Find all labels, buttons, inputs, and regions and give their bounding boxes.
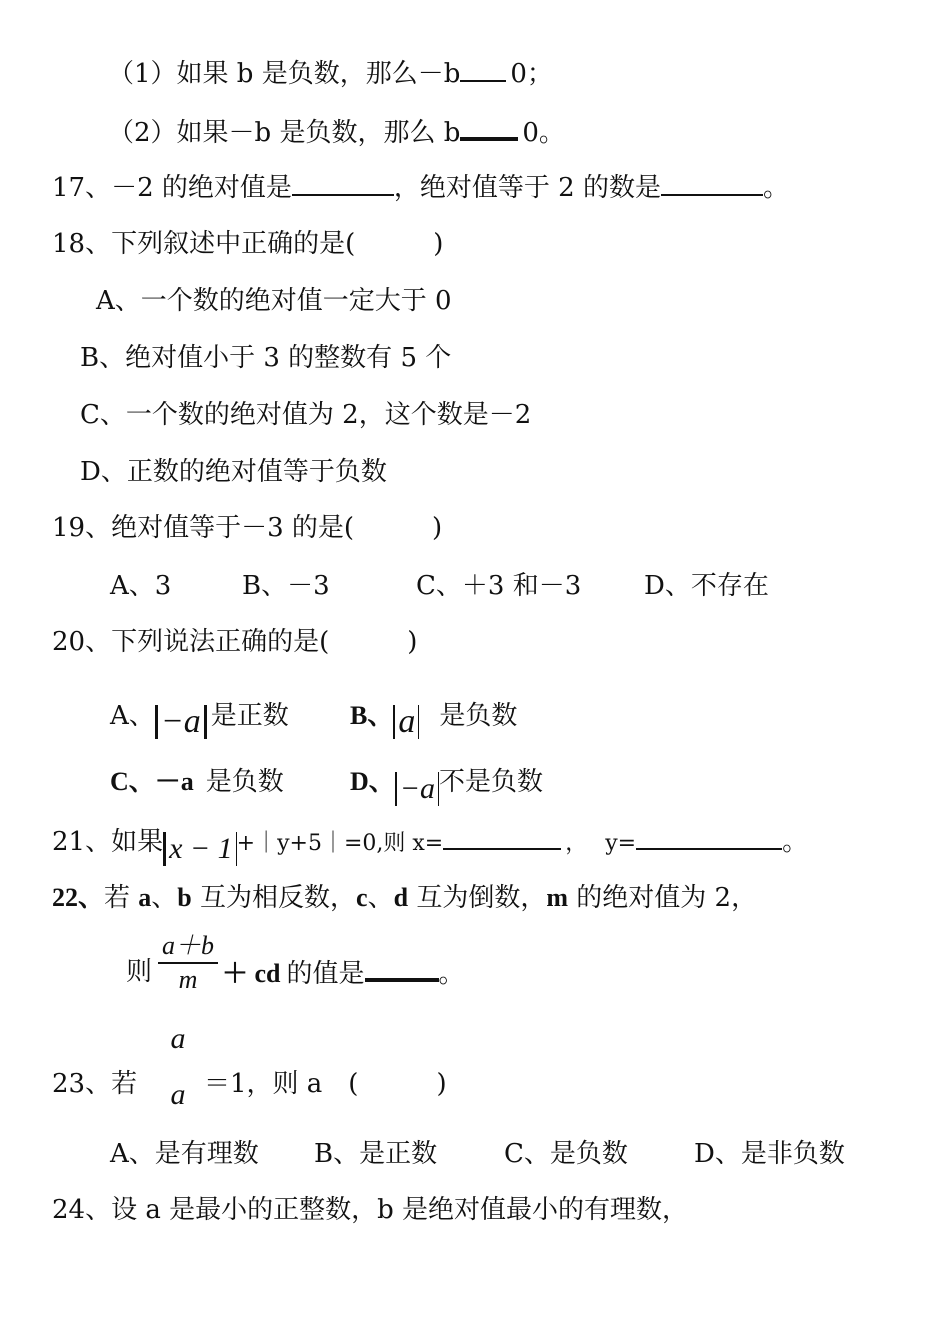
q18-stem: 18、下列叙述中正确的是( ) [52,229,444,259]
abs-neg-a: −a [155,705,207,739]
q23-prefix: 23、若 [52,1069,138,1099]
q23-frac-numerator: a [170,1022,186,1055]
q18-option-b[interactable]: B、绝对值小于 3 的整数有 5 个 [80,343,452,373]
q19-option-c[interactable]: C、＋3 和－3 [416,571,582,601]
q21-x-blank[interactable] [443,822,561,850]
q20-option-a[interactable]: A、 −a 是正数 [110,701,289,740]
q20-stem: 20、下列说法正确的是( ) [52,627,418,657]
abs-x-minus-1: x − 1 [163,832,237,866]
q22-value: ＋ cd 的值是 。 [222,952,465,994]
q19-option-d[interactable]: D、不存在 [644,571,769,601]
q23-option-c[interactable]: C、是负数 [504,1139,628,1169]
q23-rest: ＝1，则 a ( ) [204,1069,447,1099]
q16-sub2-blank[interactable] [460,111,518,141]
q22: 22、若 a、b 互为相反数，c、d 互为倒数，m 的绝对值为 2， [52,883,758,913]
q22-then: 则 [126,957,153,987]
q17-blank-2[interactable] [661,168,763,196]
q21: 21、如果 x − 1 +｜y+5｜=0,则 x= ， y= 。 [52,822,808,866]
q22-fraction [156,930,220,996]
abs-neg-a-d: −a [395,772,439,806]
q19-stem: 19、绝对值等于－3 的是( ) [52,513,443,543]
q20-option-d[interactable]: D、 −a 不是负数 [350,767,544,805]
q20-option-c[interactable]: C、－a 是负数 [110,767,284,797]
q20-option-b[interactable]: B、 a 是负数 [350,701,518,740]
q23-option-b[interactable]: B、是正数 [314,1139,438,1169]
q17: 17、－2 的绝对值是 ，绝对值等于 2 的数是 。 [52,168,789,208]
q16-sub1: （1）如果 b 是负数，那么－b 0； [108,54,553,94]
q19-option-b[interactable]: B、－3 [242,571,330,601]
abs-a: a [393,705,419,739]
q19-option-a[interactable]: A、3 [110,571,172,601]
q22-frac-denominator: m [178,965,198,994]
q17-blank-1[interactable] [292,168,394,196]
q23-option-a[interactable]: A、是有理数 [110,1139,259,1169]
q23-option-d[interactable]: D、是非负数 [694,1139,845,1169]
q21-y-blank[interactable] [636,822,782,850]
q23-frac-denominator: a [170,1078,186,1111]
q16-sub2: （2）如果－b 是负数，那么 b 0。 [108,111,565,153]
q16-sub1-blank[interactable] [460,54,506,82]
q18-option-a[interactable]: A、一个数的绝对值一定大于 0 [96,286,452,316]
q22-blank[interactable] [365,952,439,982]
q23-fraction [160,1020,196,1114]
q18-option-c[interactable]: C、一个数的绝对值为 2，这个数是－2 [80,400,532,430]
q22-frac-numerator: a＋b [161,931,214,960]
q18-option-d[interactable]: D、正数的绝对值等于负数 [80,457,387,487]
q24: 24、设 a 是最小的正整数，b 是绝对值最小的有理数， [52,1195,689,1225]
